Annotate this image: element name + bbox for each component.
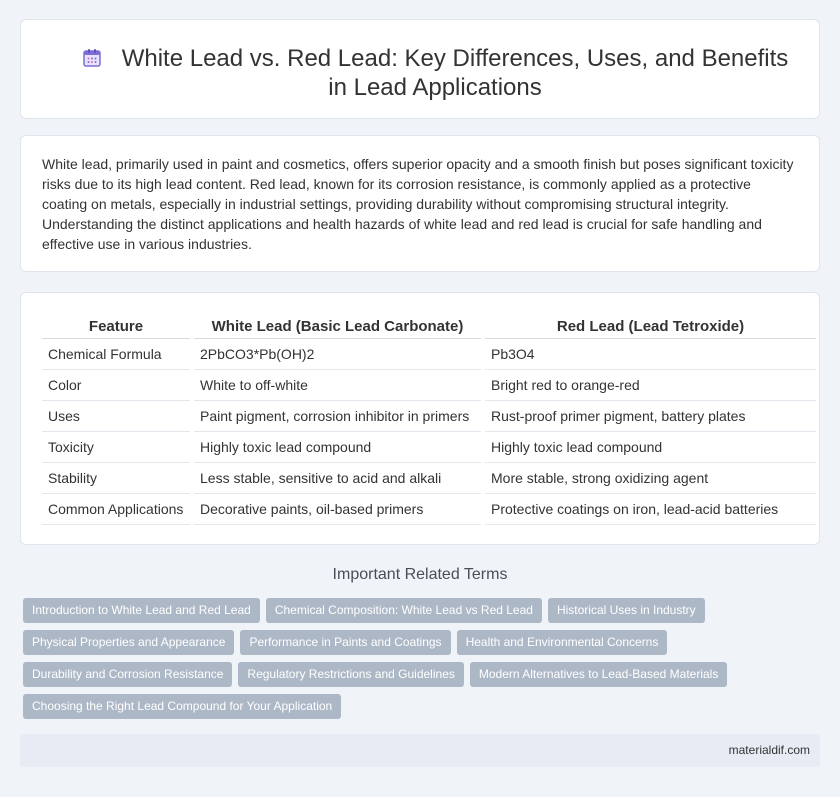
related-term-tag[interactable]: Chemical Composition: White Lead vs Red Lead <box>266 598 542 623</box>
table-cell: Paint pigment, corrosion inhibitor in primers <box>192 400 483 431</box>
related-term-tag[interactable]: Physical Properties and Appearance <box>23 630 234 655</box>
page-title-wrap <box>81 44 789 102</box>
related-term-tag[interactable]: Choosing the Right Lead Compound for Your Application <box>23 694 341 719</box>
table-row <box>42 462 816 493</box>
related-term-tag[interactable]: Performance in Paints and Coatings <box>240 630 450 655</box>
intro-paragraph: White lead, primarily used in paint and cosmetics, offers superior opacity and a smooth finish but poses significant toxicity risks due to its high lead content. Red lead, known for its corrosion resistance, is commonly applied as a protective coating on metals, especially in industrial settings, providing durability without compromising structural integrity. Understanding the distinct applications and health hazards of white lead and red lead is crucial for safe handling and effective use in various industries. <box>42 156 794 252</box>
table-cell: Highly toxic lead compound <box>483 431 816 462</box>
table-cell: Color <box>42 369 192 400</box>
table-cell: Chemical Formula <box>42 338 192 369</box>
table-cell: Bright red to orange-red <box>483 369 816 400</box>
table-row <box>42 493 816 524</box>
table-cell: Pb3O4 <box>483 338 816 369</box>
page-title: White Lead vs. Red Lead: Key Differences, Uses, and Benefits in Lead Applications <box>121 45 789 101</box>
footer-site-link[interactable]: materialdif.com <box>728 743 810 757</box>
table-header-white-lead: White Lead (Basic Lead Carbonate) <box>192 315 483 338</box>
related-term-tag[interactable]: Regulatory Restrictions and Guidelines <box>238 662 463 687</box>
table-header-row <box>42 315 816 338</box>
table-row <box>42 431 816 462</box>
comparison-table <box>42 315 816 525</box>
comparison-table-card <box>20 292 820 545</box>
calendar-icon <box>82 48 102 68</box>
table-cell: More stable, strong oxidizing agent <box>483 462 816 493</box>
related-term-tag[interactable]: Modern Alternatives to Lead-Based Materials <box>470 662 727 687</box>
table-cell: Uses <box>42 400 192 431</box>
table-cell: Decorative paints, oil-based primers <box>192 493 483 524</box>
table-header-red-lead: Red Lead (Lead Tetroxide) <box>483 315 816 338</box>
table-cell: White to off-white <box>192 369 483 400</box>
table-cell: Less stable, sensitive to acid and alkali <box>192 462 483 493</box>
table-cell: Toxicity <box>42 431 192 462</box>
related-terms-title: Important Related Terms <box>332 566 508 583</box>
intro-card <box>20 135 820 272</box>
table-row <box>42 400 816 431</box>
related-term-tag[interactable]: Health and Environmental Concerns <box>457 630 668 655</box>
header-card <box>20 19 820 119</box>
table-row <box>42 338 816 369</box>
related-terms-list <box>23 598 803 726</box>
related-term-tag[interactable]: Historical Uses in Industry <box>548 598 705 623</box>
table-header-feature: Feature <box>42 315 192 338</box>
table-cell: Protective coatings on iron, lead-acid batteries <box>483 493 816 524</box>
table-cell: Stability <box>42 462 192 493</box>
table-cell: Rust-proof primer pigment, battery plates <box>483 400 816 431</box>
table-cell: 2PbCO3*Pb(OH)2 <box>192 338 483 369</box>
related-term-tag[interactable]: Introduction to White Lead and Red Lead <box>23 598 260 623</box>
table-row <box>42 369 816 400</box>
related-term-tag[interactable]: Durability and Corrosion Resistance <box>23 662 232 687</box>
table-cell: Highly toxic lead compound <box>192 431 483 462</box>
table-cell: Common Applications <box>42 493 192 524</box>
footer-bar <box>20 734 820 767</box>
